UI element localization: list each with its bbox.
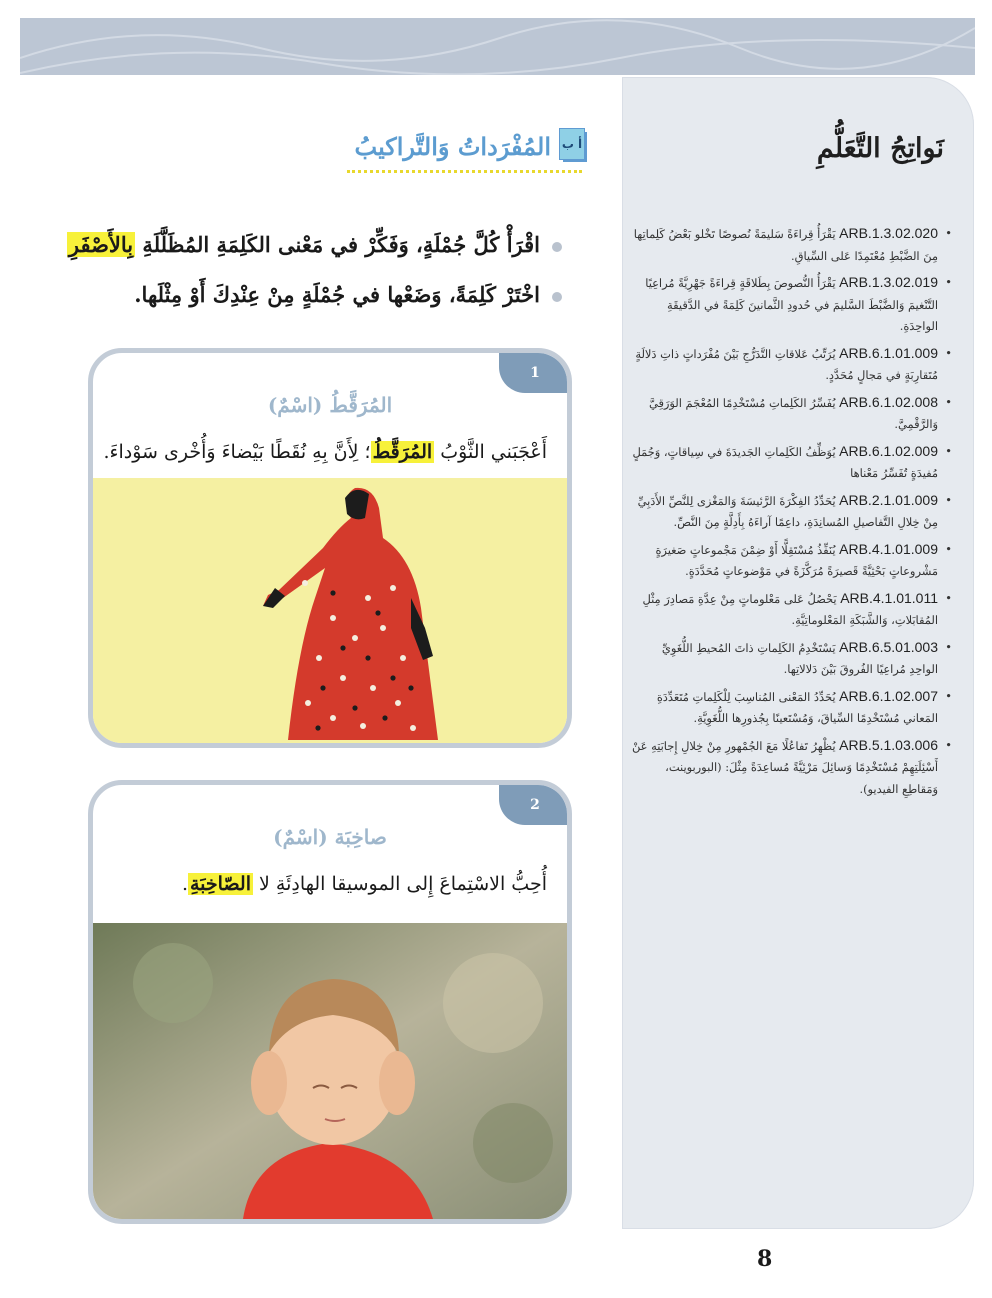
outcome-text: يَسْتَخْدِمُ الكَلِماتِ ذاتَ المُحيطِ اللُّغَوِيِّ الواحِدِ مُراعِيًا الفُروقَ بَيْنَ دَلالاتِها. (661, 640, 938, 676)
instruction-item (70, 220, 566, 270)
page-number: 8 (757, 1246, 773, 1272)
section-title: المُفْرَداتُ وَالتَّراكيبُ (354, 131, 551, 161)
outcome-item (632, 686, 952, 730)
outcome-item (632, 539, 952, 583)
outcome-text: يُرَتِّبُ عَلاقاتِ التَّدَرُّجِ بَيْنَ مُفْرَداتٍ ذاتِ دَلالَةٍ مُتَقارِبَةٍ في مَجالٍ مُحَدَّدٍ. (635, 346, 938, 382)
outcome-item (632, 490, 952, 534)
outcome-item (632, 223, 952, 267)
sentence-highlight: الصّاخِبَةِ (189, 873, 251, 895)
outcome-text: يُفَسِّرُ الكَلِماتِ مُسْتَخْدِمًا المُعْجَمَ الوَرَقِيَّ وَالرَّقْمِيَّ. (648, 395, 938, 431)
instruction-item (70, 270, 566, 320)
instruction-text: اخْتَرْ كَلِمَةً، وَضَعْها في جُمْلَةٍ مِنْ عِنْدِكَ أَوْ مِثْلَها. (134, 282, 540, 307)
outcome-code: ARB.2.1.01.009 (839, 491, 938, 508)
outcome-code: ARB.5.1.03.006 (839, 736, 938, 753)
card-number: 1 (499, 349, 571, 393)
outcome-text: يُحَدِّدُ الفِكْرَةَ الرَّئيسَةَ وَالمَغْزى لِلنَّصِّ الأَدَبِيِّ مِنْ خِلالِ التَّفاصيلِ المُسانِدَةِ، داعِمًا آراءَهُ بِأَدِلَّةٍ مِنَ النَّصِّ. (637, 493, 938, 529)
sentence-part: أُحِبُّ الاسْتِماعَ إِلى الموسيقا الهادِئَةِ لا (252, 873, 547, 895)
sentence-part: أَعْجَبَني الثَّوْبُ (434, 441, 547, 463)
sentence-part: ؛ لِأَنَّ بِهِ نُقَطًا بَيْضاءَ وَأُخْرى سَوْداءَ. (103, 441, 371, 463)
vocab-card-1 (88, 348, 572, 748)
instruction-highlight: بِالأَصْفَرِ (68, 232, 134, 257)
outcome-item (632, 392, 952, 436)
outcome-item (632, 441, 952, 485)
card-number: 2 (499, 781, 571, 825)
outcome-item (632, 272, 952, 338)
outcome-item (632, 637, 952, 681)
instructions-list (70, 220, 566, 320)
outcome-text: يُظْهِرُ تَفاعُلًا مَعَ الجُمْهورِ مِنْ خِلالِ إِجابَتِهِ عَنْ أَسْئِلَتِهِمْ مُسْتَخْدِمًا وَسائِلَ مَرْئِيَّةً مُساعِدَةً مِثْلَ: (البوربوينت، وَمَقاطِعِ الفيديو). (632, 738, 938, 796)
outcome-item (632, 343, 952, 387)
vocabulary-icon (559, 126, 587, 166)
outcome-item (632, 588, 952, 632)
card-word: المُرَقَّطُ (اسْمٌ) (267, 393, 393, 417)
sentence-highlight: المُرَقَّطُ (372, 441, 433, 463)
card-sentence (107, 873, 547, 895)
vocabulary-icon-letters: أ ب (559, 128, 585, 160)
outcome-text: يُوَظِّفُ الكَلِماتِ الجَديدَةَ في سِياقاتٍ، وَجُمَلٍ مُفيدَةٍ تُفَسِّرُ مَعْناها (632, 444, 938, 480)
outcome-text: يُنَفِّذُ مُسْتَقِلًّا أَوْ ضِمْنَ مَجْموعاتٍ صَغيرَةٍ مَشْروعاتٍ بَحْثِيَّةً قَصيرَةً مُرَكَّزَةً في مَوْضوعاتٍ مُحَدَّدَةٍ. (655, 542, 938, 578)
right-hand (379, 1051, 415, 1115)
outcome-code: ARB.6.1.02.009 (839, 442, 938, 459)
outcome-code: ARB.6.1.02.008 (839, 393, 938, 410)
outcome-code: ARB.6.1.01.009 (839, 344, 938, 361)
sentence-part: . (181, 873, 188, 895)
outcome-code: ARB.6.5.01.003 (839, 638, 938, 655)
outcome-text: يُحَدِّدُ المَعْنى المُناسِبَ لِلْكَلِماتِ مُتَعَدِّدَةِ المَعاني مُسْتَخْدِمًا السِّياقَ، وَمُسْتَعينًا بِجُذورِها اللُّغَوِيَّةِ. (656, 689, 938, 725)
learning-outcomes-panel (622, 77, 974, 1229)
learning-outcomes-title: نَواتِجُ التَّعَلُّمِ (816, 133, 944, 164)
frame-decoration (20, 18, 975, 78)
left-hand (251, 1051, 287, 1115)
outcome-item (632, 735, 952, 801)
outcome-text: يَقْرَأُ قِراءَةً سَليمَةً نُصوصًا تَخْلو بَعْضُ كَلِماتِها مِنَ الضَّبْطِ مُعْتَمِدًا عَلى السِّياقِ. (633, 227, 938, 263)
outcome-code: ARB.1.3.02.019 (839, 274, 938, 290)
outcome-code: ARB.1.3.02.020 (839, 225, 938, 241)
outcome-text: يَقْرَأُ النُّصوصَ بِطَلاقَةٍ قِراءَةً جَهْرِيَّةً مُراعِيًا التَّنْغيمَ وَالضَّبْطَ السَّليمَ في حُدودِ الثَّمانينَ كَلِمَةً في الدَّقيقَةِ الواحِدَةِ. (645, 276, 938, 333)
card-sentence (103, 441, 547, 463)
outcome-code: ARB.4.1.01.009 (839, 540, 938, 557)
dotted-dress-photo (93, 478, 567, 743)
vocab-card-2 (88, 780, 572, 1224)
outcome-code: ARB.6.1.02.007 (839, 687, 938, 704)
heading-underline (347, 170, 582, 173)
card-word: صاخِبَة (اسْمٌ) (273, 825, 387, 849)
child-covering-ears-photo (93, 923, 567, 1219)
learning-outcomes-list (632, 223, 952, 805)
section-heading (355, 126, 588, 166)
outcome-text: يَحْصُلُ عَلى مَعْلوماتٍ مِنْ عِدَّةِ مَصادِرَ مِثْلِ المُقابَلاتِ، وَالشَّبَكَةِ المَعْلوماتِيَّةِ. (642, 591, 938, 627)
outcome-code: ARB.4.1.01.011 (840, 589, 938, 606)
instruction-text: اقْرَأْ كُلَّ جُمْلَةٍ، وَفَكِّرْ في مَعْنى الكَلِمَةِ المُظَلَّلَةِ (135, 232, 540, 257)
mannequin-head (345, 490, 369, 519)
